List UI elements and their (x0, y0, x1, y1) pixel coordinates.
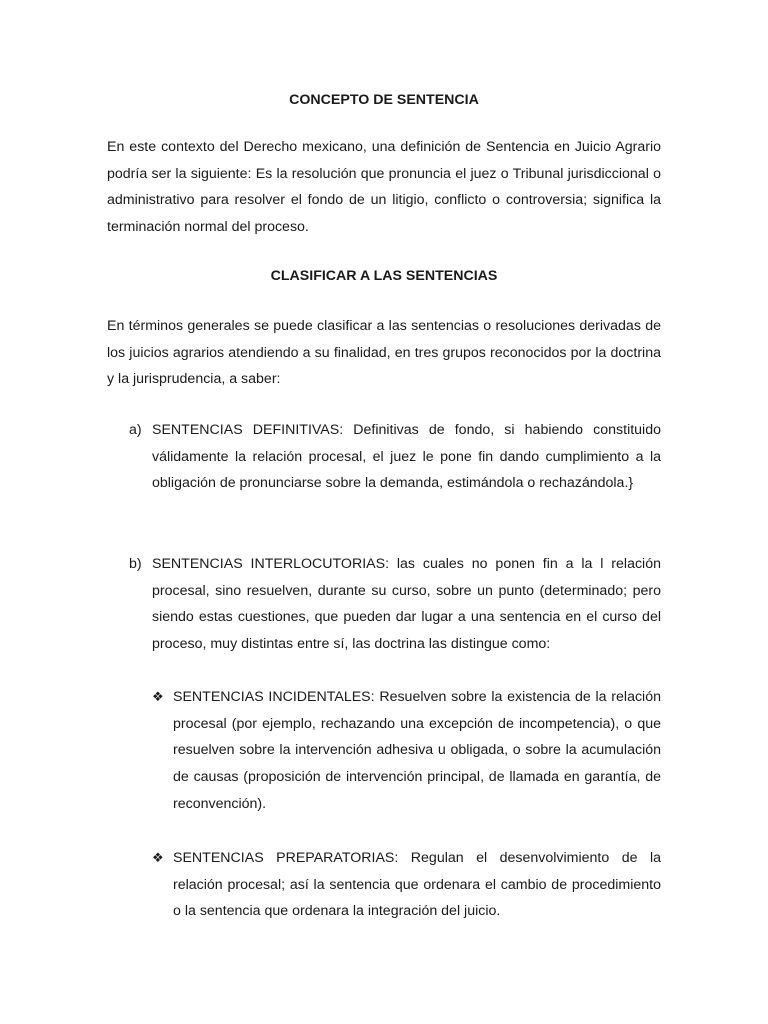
list-marker: b) (129, 556, 142, 572)
sublist-item-text: SENTENCIAS INCIDENTALES: Resuelven sobre la existencia de la relación procesal (por ejemplo, rechazando una excepción de incompetencia), o que resuelven sobre la intervención adhesiva u obligada, o sobre la acumulación de causas (proposición de intervención principal, de llamada en garantía, de reconvención). (173, 689, 661, 812)
list-marker: a) (129, 422, 142, 438)
diamond-bullet-icon: ❖ (152, 850, 164, 865)
diamond-bullet-icon: ❖ (152, 689, 164, 704)
sublist-item (152, 684, 661, 818)
document-title: CONCEPTO DE SENTENCIA (289, 92, 479, 108)
list-item (107, 551, 661, 658)
sublist-item-text: SENTENCIAS PREPARATORIAS: Regulan el desenvolvimiento de la relación procesal; así la sentencia que ordenara el cambio de procedimiento o la sentencia que ordenara la integración del juicio. (173, 850, 661, 920)
sublist-item (152, 845, 661, 925)
section-title: CLASIFICAR A LAS SENTENCIAS (270, 268, 498, 284)
list-item (107, 417, 661, 497)
section-intro-paragraph: En términos generales se puede clasificar a las sentencias o resoluciones derivadas de los juicios agrarios atendiendo a su finalidad, en tres grupos reconocidos por la doctrina y la jurisprudencia, a saber: (107, 318, 661, 388)
list-item-text: SENTENCIAS DEFINITIVAS: Definitivas de fondo, si habiendo constituido válidamente la relación procesal, el juez le pone fin dando cumplimiento a la obligación de pronunciarse sobre la demanda, estimándola o rechazándola.} (152, 422, 661, 492)
list-item-text: SENTENCIAS INTERLOCUTORIAS: las cuales no ponen fin a la l relación procesal, sino resuelven, durante su curso, sobre un punto (determinado; pero siendo estas cuestiones, que pueden dar lugar a una sentencia en el curso del proceso, muy distintas entre sí, las doctrina las distingue como: (152, 556, 661, 653)
intro-paragraph: En este contexto del Derecho mexicano, una definición de Sentencia en Juicio Agrario podría ser la siguiente: Es la resolución que pronuncia el juez o Tribunal jurisdiccional o administrativo para resolver el fondo de un litigio, conflicto o controversia; significa la terminación normal del proceso. (107, 139, 661, 236)
